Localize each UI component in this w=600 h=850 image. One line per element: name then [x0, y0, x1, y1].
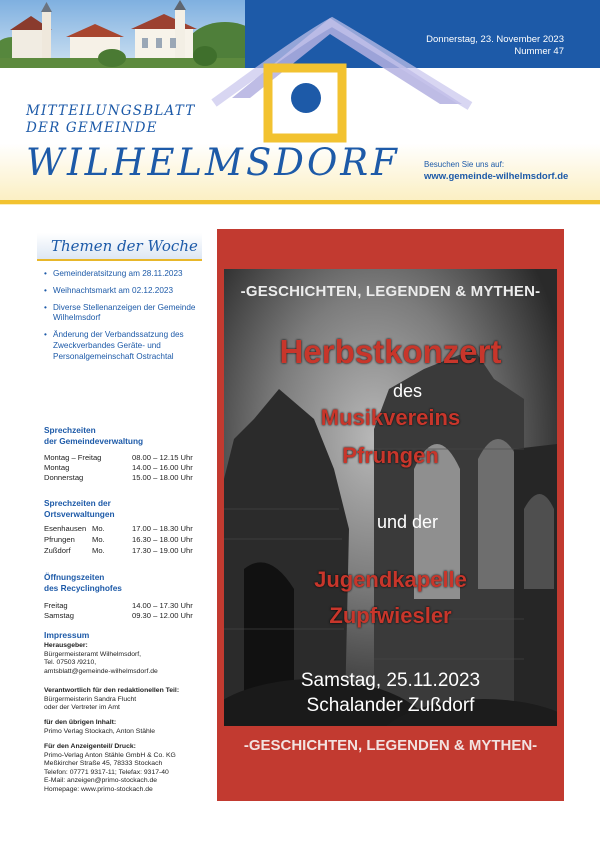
schedule-day: Mo.	[92, 535, 105, 544]
schedule-time: 17.30 – 19.00 Uhr	[132, 546, 193, 555]
topic-text: Gemeinderatsitzung am 28.11.2023	[53, 269, 183, 278]
impressum-email[interactable]: amtsblatt@gemeinde-wilhelmsdorf.de	[44, 667, 158, 675]
website-label: Besuchen Sie uns auf:	[424, 160, 505, 169]
schedule-time: 15.00 – 18.00 Uhr	[132, 473, 193, 482]
themen-heading-box	[37, 233, 202, 261]
masthead-line1: MITTEILUNGSBLATT	[26, 103, 196, 119]
impressum-homepage[interactable]: Homepage: www.primo-stockach.de	[44, 785, 153, 793]
heading-line: Öffnungszeiten	[44, 572, 105, 582]
schedule-place: Zußdorf	[44, 546, 71, 555]
impressum-other-content	[44, 719, 219, 736]
topic-text: Weihnachtsmarkt am 02.12.2023	[53, 285, 173, 295]
poster-des: des	[392, 381, 423, 401]
themen-title: Themen der Woche	[51, 237, 198, 255]
topic-text: Änderung der Verbandssatzung des Zweckverbandes Geräte- und Personalgemeinschaft Ostrachtal	[53, 330, 184, 361]
impressum-label: Für den Anzeigenteil/ Druck:	[44, 743, 136, 750]
recycling-heading	[44, 572, 122, 593]
office-hours-heading	[44, 425, 143, 446]
impressum-editorial	[44, 687, 219, 713]
poster-org1-line2: Pfrungen	[342, 443, 439, 468]
impressum-label: Verantwortlich für den redaktionellen Teil:	[44, 687, 180, 694]
impressum-line: Bürgermeisteramt Wilhelmsdorf,	[44, 650, 142, 658]
heading-line: der Gemeindeverwaltung	[44, 435, 144, 446]
impressum-label: für den übrigen Inhalt:	[44, 719, 117, 726]
schedule-day: Mo.	[92, 524, 105, 533]
masthead-line2: DER GEMEINDE	[26, 120, 158, 136]
list-item[interactable]	[44, 303, 204, 325]
poster-venue: Schalander Zußdorf	[306, 695, 475, 716]
masthead-subtitle	[26, 103, 195, 137]
impressum-advertising	[44, 743, 219, 795]
schedule-time: 08.00 – 12.15 Uhr	[132, 453, 193, 462]
schedule-day: Montag – Freitag	[44, 453, 102, 462]
topic-text: Diverse Stellenanzeigen der Gemeinde Wilhelmsdorf	[53, 302, 196, 323]
schedule-time: 14.00 – 16.00 Uhr	[132, 463, 193, 472]
bullet-icon: •	[44, 285, 47, 295]
heading-line: Ortsverwaltungen	[44, 508, 115, 519]
schedule-day: Donnerstag	[44, 473, 84, 482]
bullet-icon: •	[44, 330, 47, 340]
topics-list	[44, 269, 204, 369]
poster-org2-line1: Jugendkapelle	[314, 567, 467, 592]
schedule-place: Esenhausen	[44, 524, 87, 533]
schedule-day: Freitag	[44, 601, 68, 610]
impressum-line: Telefon: 07771 9317-11; Telefax: 9317-40	[44, 768, 169, 776]
heading-line: Sprechzeiten	[44, 425, 96, 435]
poster-title: Herbstkonzert	[279, 333, 502, 370]
impressum-line: oder der Vertreter im Amt	[44, 704, 120, 712]
issue-date: Donnerstag, 23. November 2023	[426, 34, 564, 45]
concert-poster	[217, 229, 564, 801]
impressum-line: Primo Verlag Stockach, Anton Stähle	[44, 727, 156, 735]
poster-subtitle-bottom: -GESCHICHTEN, LEGENDEN & MYTHEN-	[243, 737, 538, 754]
schedule-day: Montag	[44, 463, 70, 472]
poster-org2-line2: Zupfwiesler	[329, 603, 452, 628]
heading-line: Sprechzeiten der	[44, 498, 111, 508]
impressum-line: Primo-Verlag Anton Stähle GmbH & Co. KG	[44, 751, 176, 759]
schedule-day: Mo.	[92, 546, 105, 555]
list-item[interactable]	[44, 269, 204, 280]
issue-number: Nummer 47	[514, 46, 564, 57]
poster-subtitle-top: -GESCHICHTEN, LEGENDEN & MYTHEN-	[240, 283, 541, 300]
impressum-email[interactable]: E-Mail: anzeigen@primo-stockach.de	[44, 777, 158, 785]
schedule-day: Samstag	[44, 611, 74, 620]
impressum-line: Meßkircher Straße 45, 78333 Stockach	[44, 760, 163, 768]
impressum-label: Herausgeber:	[44, 642, 88, 649]
impressum-line: Tel. 07503 /9210,	[44, 659, 97, 667]
schedule-time: 16.30 – 18.00 Uhr	[132, 535, 193, 544]
schedule-place: Pfrungen	[44, 535, 75, 544]
masthead-title: WILHELMSDORF	[26, 141, 400, 184]
list-item[interactable]	[44, 286, 204, 297]
poster-und-der: und der	[376, 512, 439, 532]
website-link[interactable]: www.gemeinde-wilhelmsdorf.de	[424, 171, 569, 182]
schedule-time: 09.30 – 12.00 Uhr	[132, 611, 193, 620]
poster-date: Samstag, 25.11.2023	[300, 670, 481, 691]
heading-line: des Recyclinghofes	[44, 582, 122, 593]
issue-info	[426, 34, 564, 58]
local-offices-heading	[44, 498, 115, 519]
impressum-publisher	[44, 642, 219, 676]
schedule-time: 17.00 – 18.30 Uhr	[132, 524, 193, 533]
poster-org1-line1: Musikvereins	[320, 405, 461, 430]
list-item[interactable]	[44, 330, 204, 362]
schedule-time: 14.00 – 17.30 Uhr	[132, 601, 193, 610]
bullet-icon: •	[44, 269, 47, 278]
impressum-heading: Impressum	[44, 630, 90, 640]
impressum-line: Bürgermeisterin Sandra Flucht	[44, 695, 137, 703]
bullet-icon: •	[44, 302, 47, 312]
masthead-header	[0, 0, 600, 205]
